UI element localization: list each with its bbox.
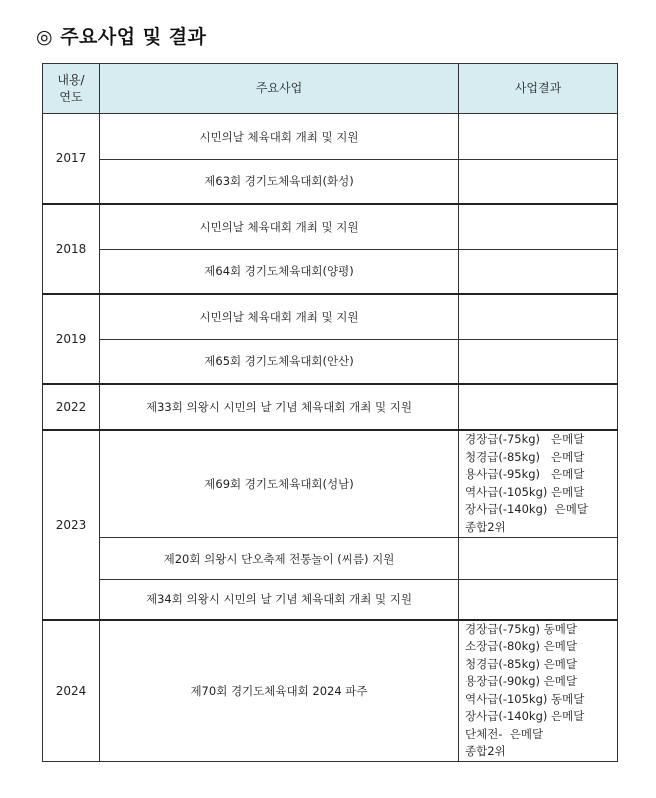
result-line: 청경급(-85kg) 은메달 xyxy=(465,656,578,671)
project-cell: 시민의날 체육대회 개최 및 지원 xyxy=(100,294,459,340)
table-row xyxy=(43,620,618,762)
projects-table xyxy=(42,63,618,762)
project-cell: 제34회 의왕시 시민의 날 기념 체육대회 개최 및 지원 xyxy=(100,580,459,620)
header-result: 사업결과 xyxy=(459,64,618,114)
header-project: 주요사업 xyxy=(100,64,459,114)
result-cell xyxy=(459,160,618,204)
result-cell xyxy=(459,580,618,620)
table-row xyxy=(43,430,618,538)
result-line: 역사급(-105kg) 은메달 xyxy=(465,484,585,499)
year-cell: 2024 xyxy=(43,620,100,762)
table-row xyxy=(43,160,618,204)
result-line: 소장급(-80kg) 은메달 xyxy=(465,639,578,653)
result-line: 역사급(-105kg) 동메달 xyxy=(465,691,585,706)
result-cell xyxy=(459,294,618,340)
result-line: 경장급(-75kg) 은메달 xyxy=(465,432,585,447)
table-body xyxy=(43,114,618,762)
year-cell: 2023 xyxy=(43,430,100,620)
project-cell: 제70회 경기도체육대회 2024 파주 xyxy=(100,620,459,762)
project-cell: 제20회 의왕시 단오축제 전통놀이 (씨름) 지원 xyxy=(100,538,459,580)
table-row xyxy=(43,580,618,620)
year-cell: 2019 xyxy=(43,294,100,384)
year-cell: 2018 xyxy=(43,204,100,294)
result-line: 장사급(-140kg) 은메달 xyxy=(465,709,585,723)
result-line: 단체전- 은메달 xyxy=(465,726,544,741)
project-cell: 제69회 경기도체육대회(성남) xyxy=(100,430,459,538)
result-line: 청경급(-85kg) 은메달 xyxy=(465,449,585,464)
table-row xyxy=(43,384,618,430)
header-year-line1: 내용/ xyxy=(57,72,85,87)
table-row xyxy=(43,538,618,580)
result-line: 경장급(-75kg) 동메달 xyxy=(465,621,578,636)
header-year xyxy=(43,64,100,114)
project-cell: 제65회 경기도체육대회(안산) xyxy=(100,340,459,384)
result-cell xyxy=(459,384,618,430)
project-cell: 제63회 경기도체육대회(화성) xyxy=(100,160,459,204)
result-cell xyxy=(459,204,618,250)
result-line: 장사급(-140kg) 은메달 xyxy=(465,502,588,517)
project-cell: 시민의날 체육대회 개최 및 지원 xyxy=(100,114,459,160)
table-row xyxy=(43,250,618,294)
project-cell: 제33회 의왕시 시민의 날 기념 체육대회 개최 및 지원 xyxy=(100,384,459,430)
result-cell xyxy=(459,430,618,538)
table-row xyxy=(43,114,618,160)
result-line: 종합2위 xyxy=(465,744,506,758)
project-cell: 제64회 경기도체육대회(양평) xyxy=(100,250,459,294)
table-row xyxy=(43,294,618,340)
table-row xyxy=(43,340,618,384)
result-line: 종합2위 xyxy=(465,519,506,534)
table-row xyxy=(43,204,618,250)
header-year-line2: 연도 xyxy=(59,89,83,104)
result-cell xyxy=(459,620,618,762)
result-cell xyxy=(459,114,618,160)
result-cell xyxy=(459,538,618,580)
result-cell xyxy=(459,250,618,294)
result-cell xyxy=(459,340,618,384)
result-line: 용장급(-90kg) 은메달 xyxy=(465,674,578,688)
year-cell: 2017 xyxy=(43,114,100,204)
project-cell: 시민의날 체육대회 개최 및 지원 xyxy=(100,204,459,250)
year-cell: 2022 xyxy=(43,384,100,430)
page-title: ◎ 주요사업 및 결과 xyxy=(36,26,207,48)
result-line: 용사급(-95kg) 은메달 xyxy=(465,467,585,482)
